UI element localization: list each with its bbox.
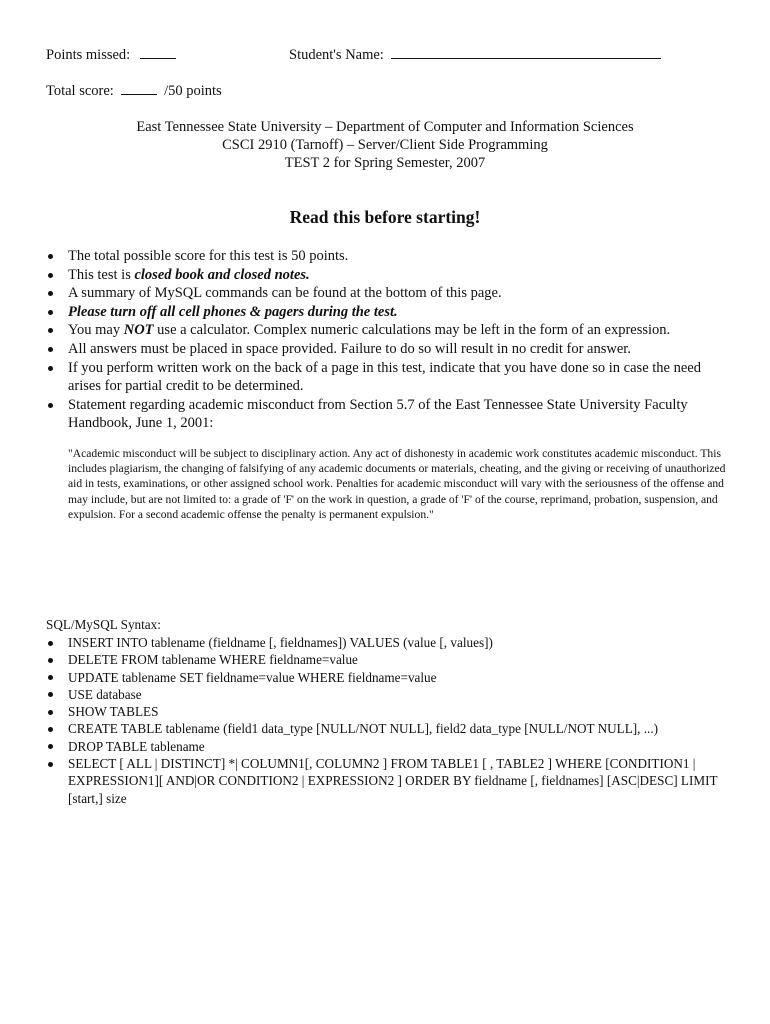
sql-syntax-item: USE database (46, 686, 736, 703)
points-missed-label: Points missed: (46, 47, 131, 63)
instruction-text: Statement regarding academic misconduct from Section 5.7 of the East Tennessee State University Faculty Handbook, June 1, 2001: (68, 396, 688, 432)
instruction-item (46, 396, 736, 433)
points-missed-row (46, 47, 176, 64)
sql-syntax-item: SELECT [ ALL | DISTINCT] *| COLUMN1[, COLUMN2 ] FROM TABLE1 [ , TABLE2 ] WHERE [CONDITION1 | EXPRESSION1][ AND|OR CONDITION2 | EXPRESSION2 ] ORDER BY fieldname [, fieldnames] [ASC|DESC] LIMIT [start,] size (46, 755, 736, 807)
sql-syntax-item: UPDATE tablename SET fieldname=value WHERE fieldname=value (46, 669, 736, 686)
instruction-text: A summary of MySQL commands can be found at the bottom of this page. (68, 285, 502, 302)
instruction-emphasis: closed book and closed notes. (134, 266, 310, 283)
instruction-text: You may (68, 322, 124, 339)
student-name-row (289, 47, 661, 64)
instructions-heading: Read this before starting! (289, 207, 481, 227)
instruction-item (46, 247, 736, 266)
instruction-item (46, 359, 736, 396)
instruction-item (46, 284, 736, 303)
total-score-label: Total score: (46, 83, 114, 99)
sql-syntax-item: INSERT INTO tablename (fieldname [, fieldnames]) VALUES (value [, values]) (46, 634, 736, 651)
sql-syntax-label: SQL/MySQL Syntax: (46, 617, 161, 632)
misconduct-quote: "Academic misconduct will be subject to disciplinary action. Any act of dishonesty in academic work constitutes academic misconduct. This includes plagiarism, the changing of falsifying of any academic documents or materials, cheating, and the giving or receiving of unauthorized aid in tests, examinations, or other assigned school work. Penalties for academic misconduct will vary with the seriousness of the offense and may include, but are not limited to: a grade of 'F' on the work in question, a grade of 'F' of the course, reprimand, probation, suspension, and expulsion. For a second academic offense the penalty is permanent expulsion." (68, 447, 726, 521)
instruction-text: The total possible score for this test is 50 points. (68, 248, 349, 264)
exam-title-block (0, 118, 770, 172)
sql-syntax-item: CREATE TABLE tablename (field1 data_type [NULL/NOT NULL], field2 data_type [NULL/NOT NULL], ...) (46, 720, 736, 737)
instruction-emphasis: Please turn off all cell phones & pagers during the test. (68, 303, 398, 320)
instruction-item (46, 266, 736, 285)
student-name-label: Student's Name: (289, 47, 384, 63)
course-line: CSCI 2910 (Tarnoff) – Server/Client Side Programming (222, 137, 548, 153)
instructions-list (46, 247, 736, 433)
instruction-item (46, 303, 736, 322)
instruction-item (46, 321, 736, 340)
total-score-blank (121, 83, 157, 95)
instruction-emphasis: NOT (123, 322, 154, 339)
university-department-line: East Tennessee State University – Department of Computer and Information Sciences (136, 119, 634, 135)
instruction-text: All answers must be placed in space provided. Failure to do so will result in no credit for answer. (68, 340, 631, 357)
total-score-row (46, 83, 222, 100)
sql-syntax-item: DELETE FROM tablename WHERE fieldname=value (46, 651, 736, 668)
sql-syntax-item: SHOW TABLES (46, 703, 736, 720)
points-missed-blank (140, 47, 176, 59)
instruction-text: If you perform written work on the back of a page in this test, indicate that you have done so in case the need arises for partial credit to be determined. (68, 359, 701, 395)
test-line: TEST 2 for Spring Semester, 2007 (284, 155, 486, 171)
instruction-text: This test is (68, 266, 135, 283)
total-score-suffix: /50 points (164, 83, 222, 99)
student-name-blank (391, 47, 661, 59)
sql-syntax-list (46, 634, 736, 807)
sql-syntax-item: DROP TABLE tablename (46, 738, 736, 755)
instruction-text: use a calculator. Complex numeric calculations may be left in the form of an expression. (153, 322, 671, 339)
instruction-item (46, 340, 736, 359)
